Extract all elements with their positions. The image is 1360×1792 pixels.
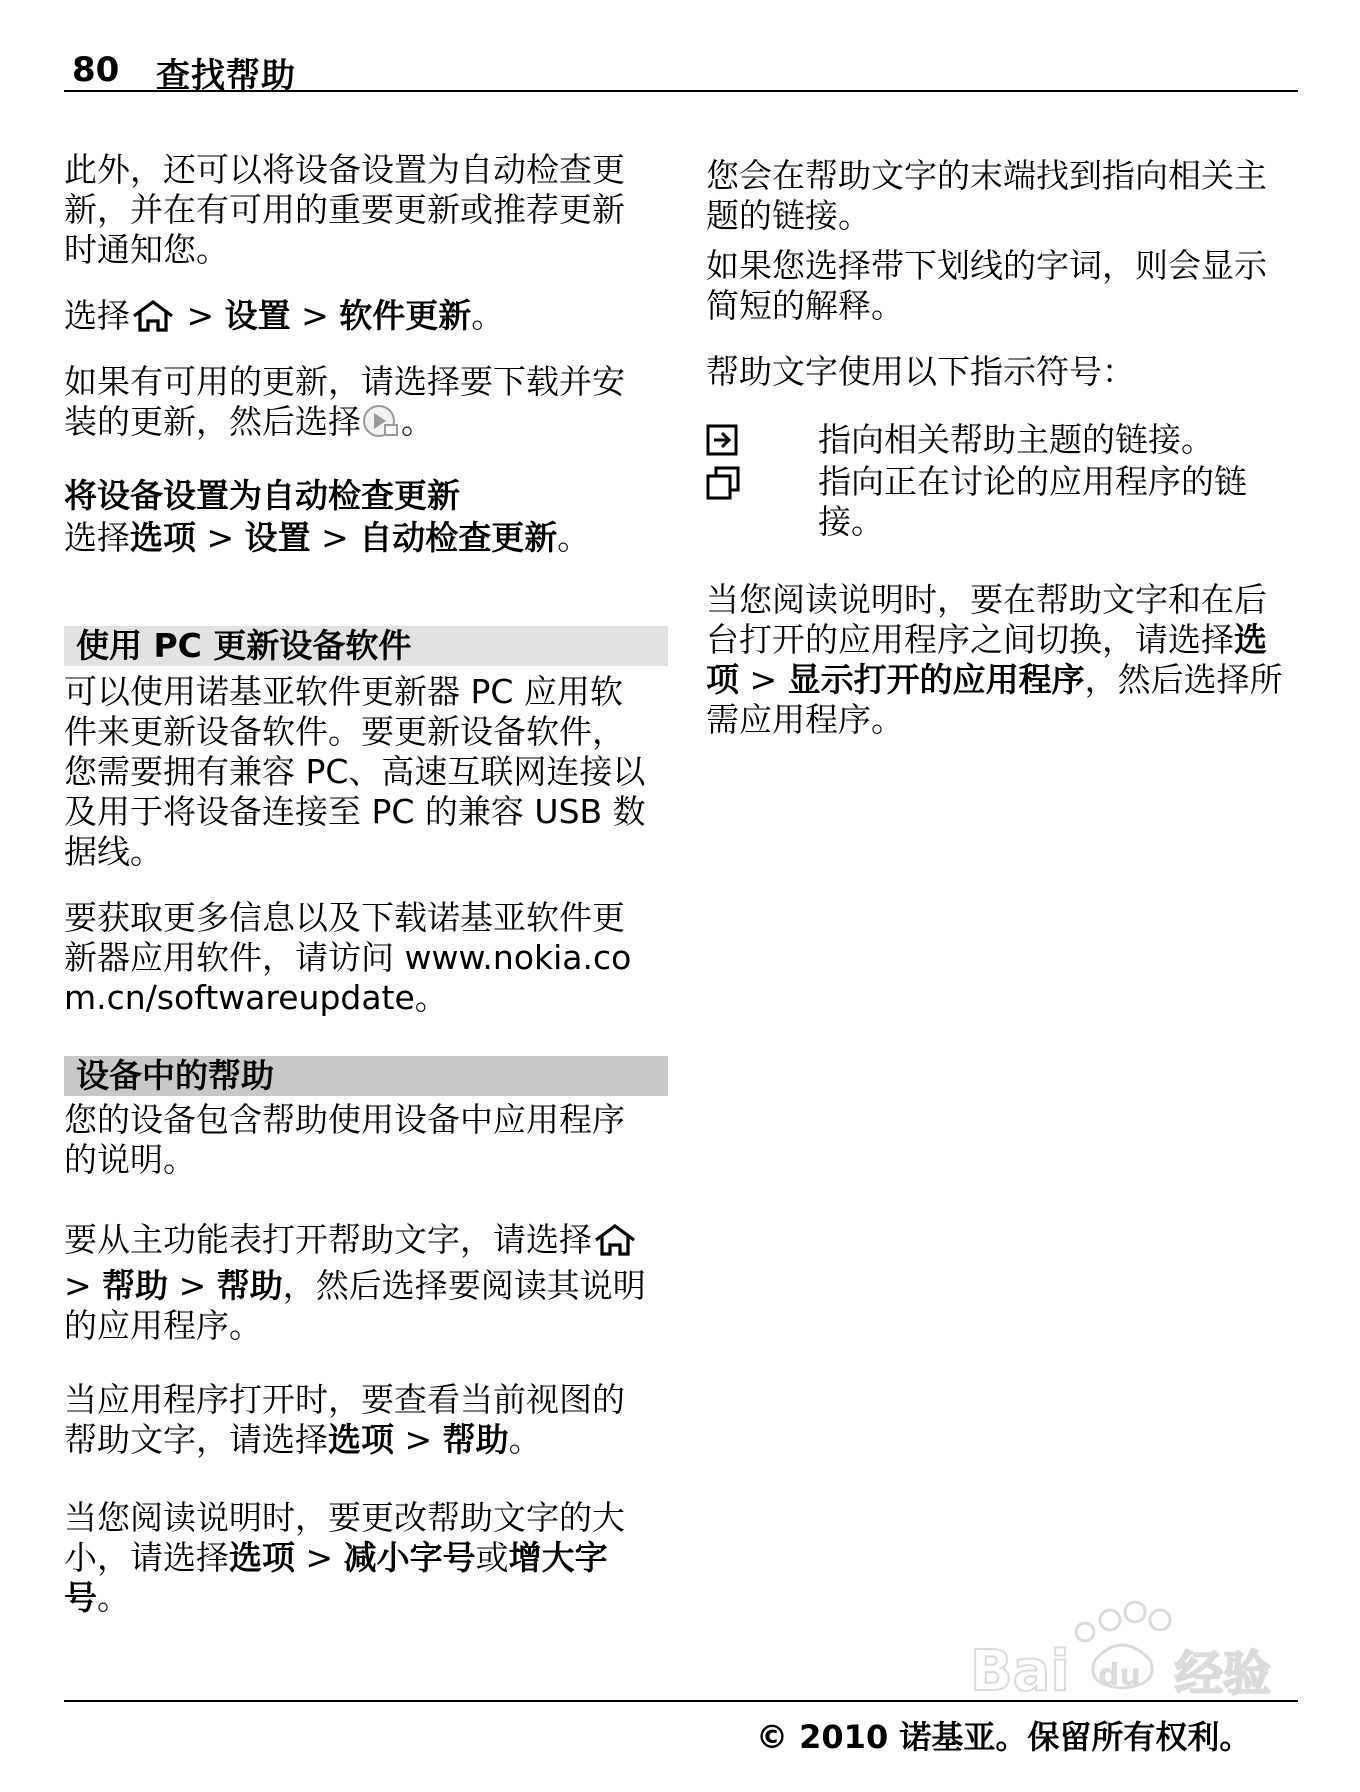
start-update-icon (361, 403, 401, 448)
svg-text:经验: 经验 (1175, 1646, 1272, 1702)
paragraph-device-help: 您的设备包含帮助使用设备中应用程序的说明。 (64, 1100, 625, 1179)
menu-options: 选项 (229, 1538, 295, 1577)
page-number: 80 (72, 50, 120, 90)
menu-options: 选项 (328, 1420, 394, 1459)
svg-text:du: du (1098, 1658, 1141, 1693)
copyright-footer: © 2010 诺基亚。保留所有权利。 (756, 1718, 1252, 1756)
menu-increase-font: 增大字号 (64, 1538, 608, 1617)
app-window-icon (706, 466, 740, 509)
menu-show-open-apps: 显示打开的应用程序 (787, 660, 1085, 699)
paragraph-pc-update: 可以使用诺基亚软件更新器 PC 应用软件来更新设备软件。要更新设备软件，您需要拥有兼容 PC、高速互联网连接以及用于将设备连接至 PC 的兼容 USB 数据线。 (64, 672, 646, 871)
paragraph-available-update: 如果有可用的更新，请选择要下载并安装的更新，然后选择 。 (64, 362, 654, 448)
menu-settings: 设置 (224, 296, 291, 335)
paragraph-underlined-words: 如果您选择带下划线的字词，则会显示简短的解释。 (706, 246, 1267, 325)
section-heading-device-help: 设备中的帮助 (64, 1056, 668, 1096)
menu-options: 选项 (706, 620, 1267, 699)
menu-help: 帮助 (102, 1266, 169, 1305)
paragraph-switch-apps: 当您阅读说明时，要在帮助文字和在后台打开的应用程序之间切换，请选择选项 > 显示打开的应用程序，然后选择所需应用程序。 (706, 580, 1283, 739)
menu-help: 帮助 (442, 1420, 509, 1459)
menu-help: 帮助 (216, 1266, 283, 1305)
subheading-auto-check: 将设备设置为自动检查更新 (64, 476, 460, 515)
baidu-watermark (960, 1590, 1280, 1710)
paragraph-font-size: 当您阅读说明时，要更改帮助文字的大小，请选择选项 > 减小字号或增大字号。 (64, 1498, 625, 1617)
footer-rule (64, 1700, 1298, 1702)
paragraph-related-links: 您会在帮助文字的末端找到指向相关主题的链接。 (706, 156, 1267, 235)
paragraph-auto-check: 此外，还可以将设备设置为自动检查更新，并在有可用的重要更新或推荐更新时通知您。 (64, 150, 625, 269)
home-icon (592, 1223, 638, 1266)
menu-software-update: 软件更新 (339, 296, 472, 335)
home-icon (130, 299, 176, 342)
indicator-current-app: 指向正在讨论的应用程序的链接。 (706, 462, 1296, 542)
menu-decrease-font: 减小字号 (343, 1538, 476, 1577)
link-arrow-icon (706, 424, 740, 465)
menu-auto-check: 自动检查更新 (359, 518, 558, 557)
page-title: 查找帮助 (156, 56, 296, 96)
indicator-related-topic: 指向相关帮助主题的链接。 (706, 420, 1296, 460)
paragraph-auto-check-path: 选择选项 > 设置 > 自动检查更新。 (64, 518, 591, 557)
paragraph-indicators: 帮助文字使用以下指示符号： (706, 352, 1135, 391)
paragraph-select-update: 选择 > 设置 > 软件更新。 (64, 296, 654, 342)
svg-text:Bai: Bai (970, 1639, 1070, 1704)
menu-options: 选项 (130, 518, 196, 557)
paragraph-view-help: 当应用程序打开时，要查看当前视图的帮助文字，请选择选项 > 帮助。 (64, 1380, 625, 1459)
header-rule (64, 90, 1298, 92)
menu-settings: 设置 (244, 518, 311, 557)
page-header (72, 44, 1298, 96)
paragraph-open-help: 要从主功能表打开帮助文字，请选择 > 帮助 > 帮助，然后选择要阅读其说明的应用程序。 (64, 1220, 646, 1345)
section-heading-pc-update: 使用 PC 更新设备软件 (64, 626, 668, 666)
paragraph-more-info: 要获取更多信息以及下载诺基亚软件更新器应用软件，请访问 www.nokia.com.cn/softwareupdate。 (64, 898, 632, 1017)
